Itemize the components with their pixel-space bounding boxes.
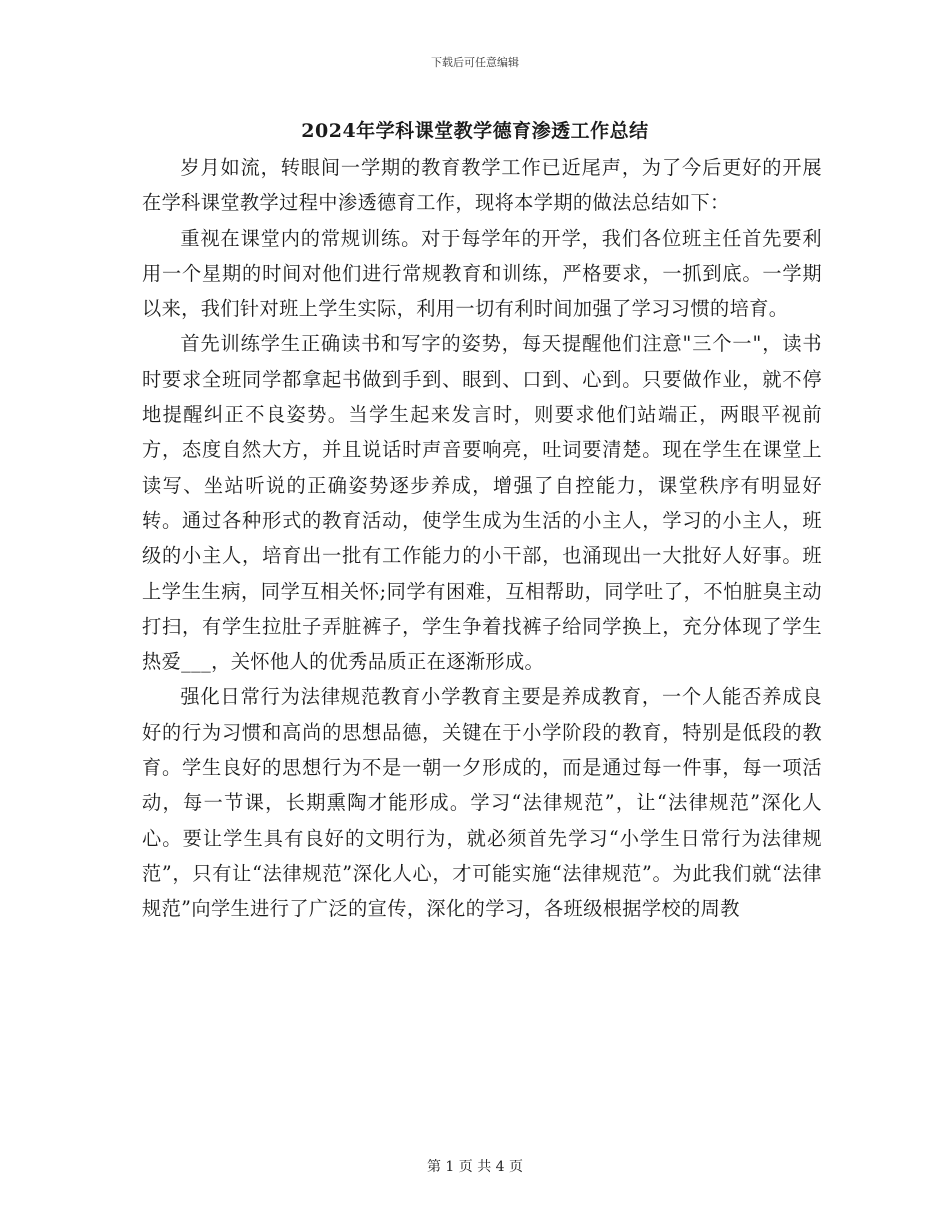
paragraph-routine-training: 重视在课堂内的常规训练。对于每学年的开学，我们各位班主任首先要利用一个星期的时间对他们进行常规教育和训练，严格要求，一抓到底。一学期以来，我们针对班上学生实际，利用一切有利时间加强了学习习惯的培育。 [142, 226, 822, 321]
paragraph-intro: 岁月如流，转眼间一学期的教育教学工作已近尾声，为了今后更好的开展在学科课堂教学过程中渗透德育工作，现将本学期的做法总结如下： [142, 156, 822, 215]
document-title: 2024年学科课堂教学德育渗透工作总结 [301, 120, 649, 142]
header-note: 下载后可任意编辑 [431, 56, 519, 69]
document-body [142, 150, 822, 927]
paragraph-norms-education: 强化日常行为法律规范教育小学教育主要是养成教育，一个人能否养成良好的行为习惯和高尚的思想品德，关键在于小学阶段的教育，特别是低段的教育。学生良好的思想行为不是一朝一夕形成的，而是通过每一件事，每一项活动，每一节课，长期熏陶才能形成。学习“法律规范”，让“法律规范”深化人心。要让学生具有良好的文明行为，就必须首先学习“小学生日常行为法律规范”，只有让“法律规范”深化人心，才可能实施“法律规范”。为此我们就“法律规范”向学生进行了广泛的宣传，深化的学习，各班级根据学校的周教 [142, 685, 822, 921]
paragraph-posture-training: 首先训练学生正确读书和写字的姿势，每天提醒他们注意"三个一"，读书时要求全班同学都拿起书做到手到、眼到、口到、心到。只要做作业，就不停地提醒纠正不良姿势。当学生起来发言时，则要求他们站端正，两眼平视前方，态度自然大方，并且说话时声音要响亮，吐词要清楚。现在学生在课堂上读写、坐站听说的正确姿势逐步养成，增强了自控能力，课堂秩序有明显好转。通过各种形式的教育活动，使学生成为生活的小主人，学习的小主人，班级的小主人，培育出一批有工作能力的小干部，也涌现出一大批好人好事。班上学生生病，同学互相关怀;同学有困难，互相帮助，同学吐了，不怕脏臭主动打扫，有学生拉肚子弄脏裤子，学生争着找裤子给同学换上，充分体现了学生热爱___，关怀他人的优秀品质正在逐渐形成。 [142, 332, 822, 674]
page-number: 第 1 页 共 4 页 [426, 1159, 524, 1175]
